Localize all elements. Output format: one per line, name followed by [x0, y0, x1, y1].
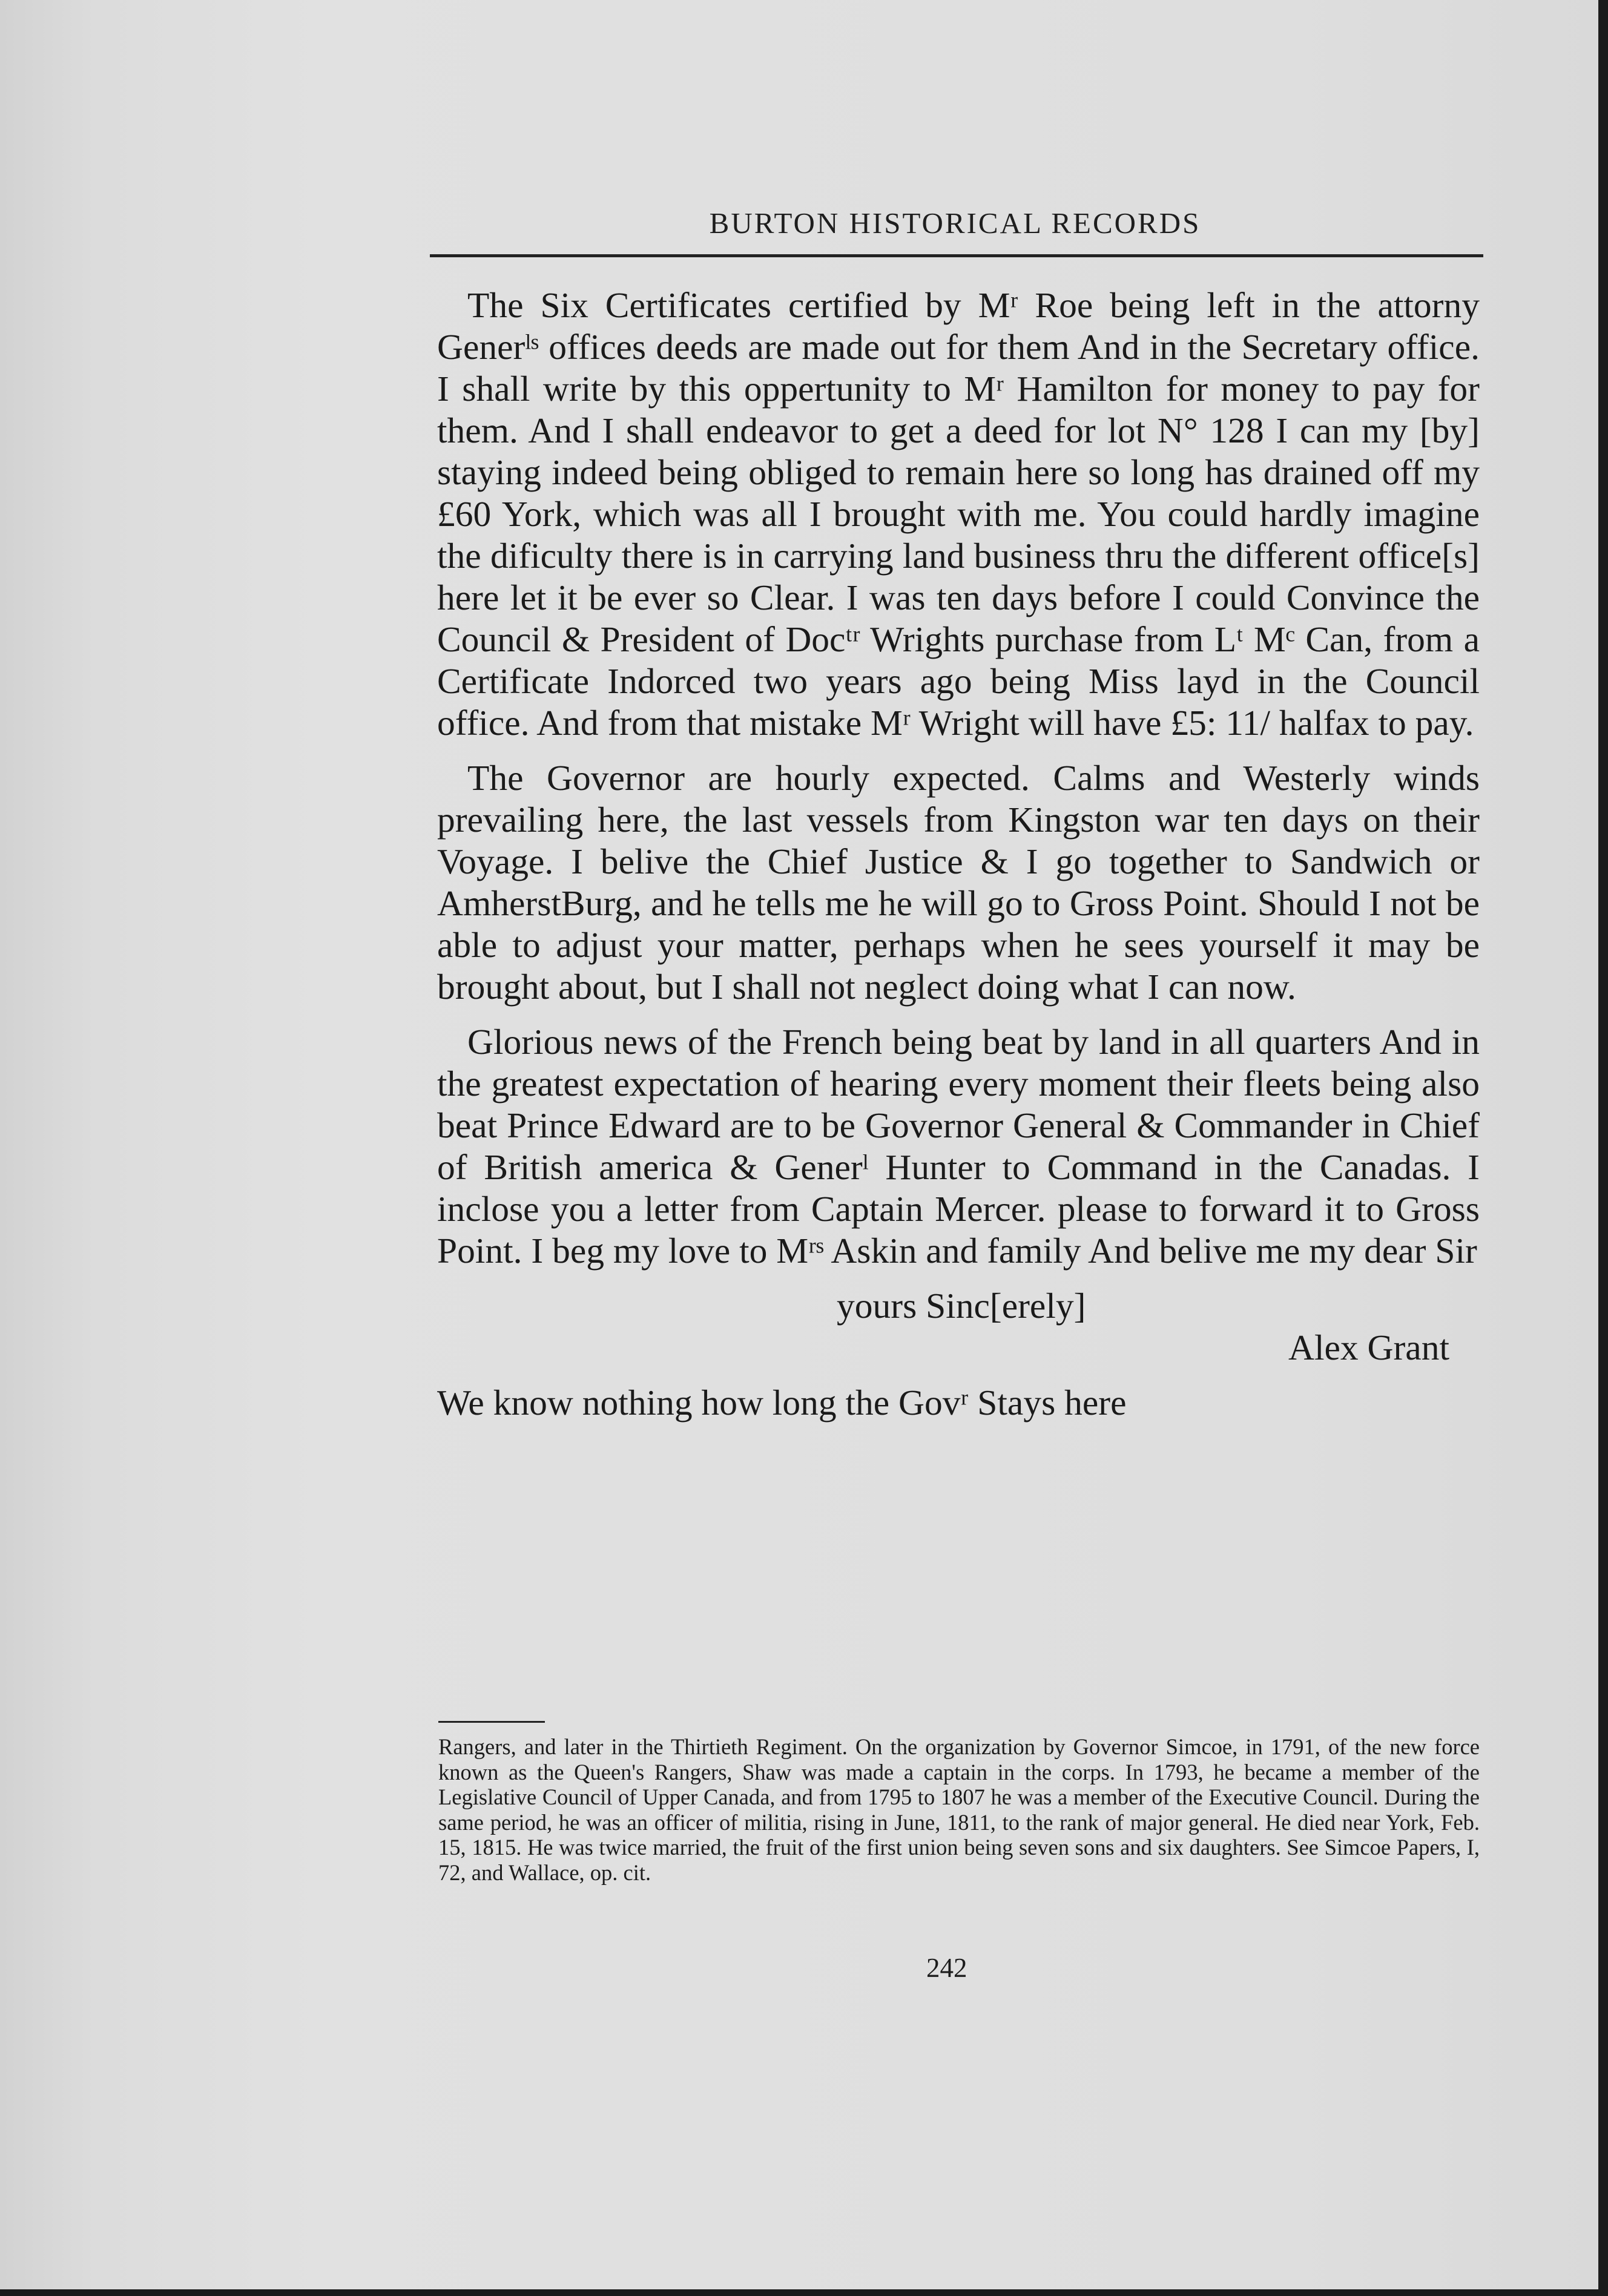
letter-paragraph: The Six Certificates certified by Mʳ Roe being left in the attorny Generˡˢ offices deeds are made out for them And in the Secretary office. I shall write by this oppertunity to Mʳ Hamilton for money to pay for them. And I shall endeavor to get a deed for lot N° 128 I can my [by] staying indeed being obliged to remain here so long has drained off my £60 York, which was all I brought with me. You could hardly imagine the dificulty there is in carrying land business thru the different office[s] here let it be ever so Clear. I was ten days before I could Convince the Council & President of Docᵗʳ Wrights purchase from Lᵗ Mᶜ Can, from a Certificate Indorced two years ago being Miss layd in the Council office. And from that mistake Mʳ Wright will have £5: 11/ halfax to pay. — [437, 285, 1480, 743]
postscript: We know nothing how long the Govʳ Stays here — [437, 1383, 1127, 1423]
header-rule — [430, 254, 1483, 257]
footnote — [438, 1734, 1480, 1885]
footnote-rule — [438, 1721, 545, 1723]
footnote-text: Rangers, and later in the Thirtieth Regiment. On the organization by Governor Simcoe, in 1791, of the new force known as the Queen's Rangers, Shaw was made a captain in the corps. In 1793, he became a member of the Legislative Council of Upper Canada, and from 1795 to 1807 he was a member of the Executive Council. During the same period, he was an officer of militia, rising in June, 1811, to the rank of major general. He died near York, Feb. 15, 1815. He was twice married, the fruit of the first union being seven sons and six daughters. See Simcoe Papers, I, 72, and Wallace, op. cit. — [438, 1734, 1480, 1885]
letter-paragraph: Glorious news of the French being beat by land in all quarters And in the greatest expectation of hearing every moment their fleets being also beat Prince Edward are to be Governor General & Commander in Chief of British america & Generˡ Hunter to Command in the Canadas. I inclose you a letter from Captain Mercer. please to forward it to Gross Point. I beg my love to Mʳˢ Askin and family And belive me my dear Sir — [437, 1022, 1480, 1271]
page-number: 242 — [926, 1953, 967, 1983]
running-head: BURTON HISTORICAL RECORDS — [709, 206, 1201, 240]
signature: Alex Grant — [1288, 1327, 1449, 1367]
letter-paragraph: The Governor are hourly expected. Calms and Westerly winds prevailing here, the last vessels from Kingston war ten days on their Voyage. I belive the Chief Justice & I go together to Sandwich or AmherstBurg, and he tells me he will go to Gross Point. Should I not be able to adjust your matter, perhaps when he sees yourself it may be brought about, but I shall not neglect doing what I can now. — [437, 758, 1480, 1007]
letter-closing — [437, 1285, 1480, 1369]
complimentary-close: yours Sinc[erely] — [837, 1286, 1086, 1326]
letter-body — [437, 285, 1480, 1424]
